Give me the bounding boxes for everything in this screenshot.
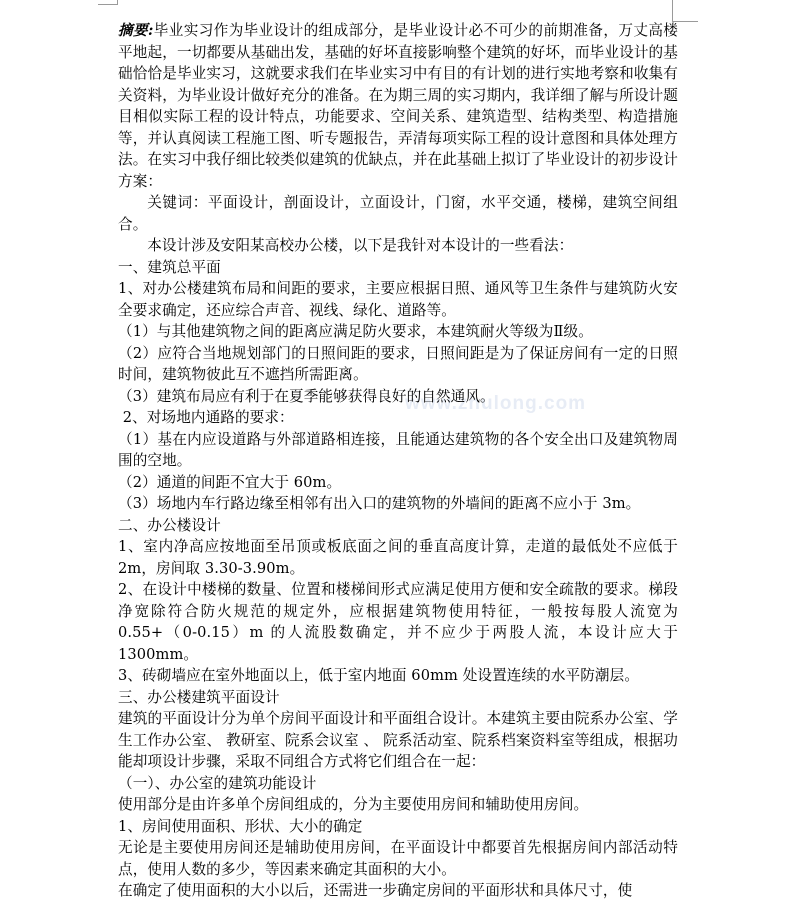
- abstract-paragraph: [118, 20, 678, 192]
- crop-mark-top-left-horizontal: [98, 4, 118, 5]
- section-3-paragraph-4: 无论是主要使用房间还是辅助使用房间，在平面设计中都要首先根据房间内部活动特点，使用人数的多少，等因素来确定其面积的大小。: [118, 839, 678, 878]
- section-2-paragraph-2: 2、在设计中楼梯的数量、位置和楼梯间形式应满足使用方便和安全疏散的要求。梯段净宽除符合防火规范的规定外，应根据建筑物使用特征，一般按每股人流宽为 0.55+（0-0.15）m 的人流股数确定，并不应少于两股人流，本设计应大于 1300mm。: [118, 581, 678, 663]
- crop-mark-top-left-vertical: [117, 0, 118, 5]
- keywords-paragraph: 关键词：平面设计，剖面设计，立面设计，门窗，水平交通，楼梯，建筑空间组合。: [118, 194, 678, 233]
- section-1-paragraph-7: （2）通道的间距不宜大于 60m。: [118, 473, 342, 491]
- section-1-paragraph-2: （1）与其他建筑物之间的距离应满足防火要求，本建筑耐火等级为Ⅱ级。: [118, 323, 593, 340]
- section-1-paragraph-4: （3）建筑布局应有利于在夏季能够获得良好的自然通风。: [118, 387, 495, 405]
- section-1-paragraph-5: 2、对场地内通路的要求：: [118, 409, 294, 426]
- section-2-paragraph-1: 1、室内净高应按地面至吊顶或板底面之间的垂直高度计算，走道的最低处不应低于 2m，房间取 3.30-3.90m。: [118, 538, 678, 577]
- section-1-paragraph-8: （3）场地内车行路边缘至相邻有出入口的建筑物的外墙间的距离不应小于 3m。: [118, 495, 641, 512]
- section-1-paragraph-3: （2）应符合当地规划部门的日照间距的要求，日照间距是为了保证房间有一定的日照时间，建筑物彼此互不遮挡所需距离。: [118, 344, 678, 383]
- section-3-paragraph-3: 1、房间使用面积、形状、大小的确定: [118, 817, 363, 835]
- abstract-label: 摘要:: [118, 22, 154, 39]
- section-3-paragraph-5: 在确定了使用面积的大小以后，还需进一步确定房间的平面形状和具体尺寸，使: [118, 882, 633, 899]
- section-1-title: 一、建筑总平面: [118, 258, 221, 276]
- section-3-paragraph-1: 建筑的平面设计分为单个房间平面设计和平面组合设计。本建筑主要由院系办公室、学生工作办公室、 教研室、院系会议室 、 院系活动室、院系档案资料室等组成，根据功能却项设计步骤，采取不同组合方式将它们组合在一起：: [118, 710, 678, 770]
- section-3-paragraph-2: 使用部分是由许多单个房间组成的，分为主要使用房间和辅助使用房间。: [118, 796, 589, 813]
- abstract-text: 毕业实习作为毕业设计的组成部分，是毕业设计必不可少的前期准备，万丈高楼平地起，一切都要从基础出发，基础的好坏直接影响整个建筑的好坏，而毕业设计的基础恰恰是毕业实习，这就要求我们在毕业实习中有目的有计划的进行实地考察和收集有关资料，为毕业设计做好充分的准备。在为期三周的实习期内，我详细了解与所设计题目相似实际工程的设计特点，功能要求、空间关系、建筑造型、结构类型、构造措施等，并认真阅读工程施工图、听专题报告，弄清每项实际工程的设计意图和具体处理方法。在实习中我仔细比较类似建筑的优缺点，并在此基础上拟订了毕业设计的初步设计方案：: [118, 22, 678, 190]
- section-2-paragraph-3: 3、砖砌墙应在室外地面以上，低于室内地面 60mm 处设置连续的水平防潮层。: [118, 667, 640, 684]
- section-1-paragraph-1: 1、对办公楼建筑布局和间距的要求，主要应根据日照、通风等卫生条件与建筑防火安全要求确定，还应综合声音、视线、绿化、道路等。: [118, 280, 678, 319]
- section-3-subtitle-1: （一）、办公室的建筑功能设计: [118, 774, 317, 792]
- section-2-title: 二、办公楼设计: [118, 516, 221, 534]
- document-body: [118, 20, 678, 902]
- watermark: www.zhulong.com: [405, 393, 587, 414]
- section-3-title: 三、办公楼建筑平面设计: [118, 688, 280, 706]
- crop-mark-top-right-vertical: [672, 0, 673, 22]
- intro-paragraph: 本设计涉及安阳某高校办公楼，以下是我针对本设计的一些看法：: [147, 237, 574, 254]
- section-1-paragraph-6: （1）基在内应设道路与外部道路相连接，且能通达建筑物的各个安全出口及建筑物周围的空地。: [118, 430, 678, 469]
